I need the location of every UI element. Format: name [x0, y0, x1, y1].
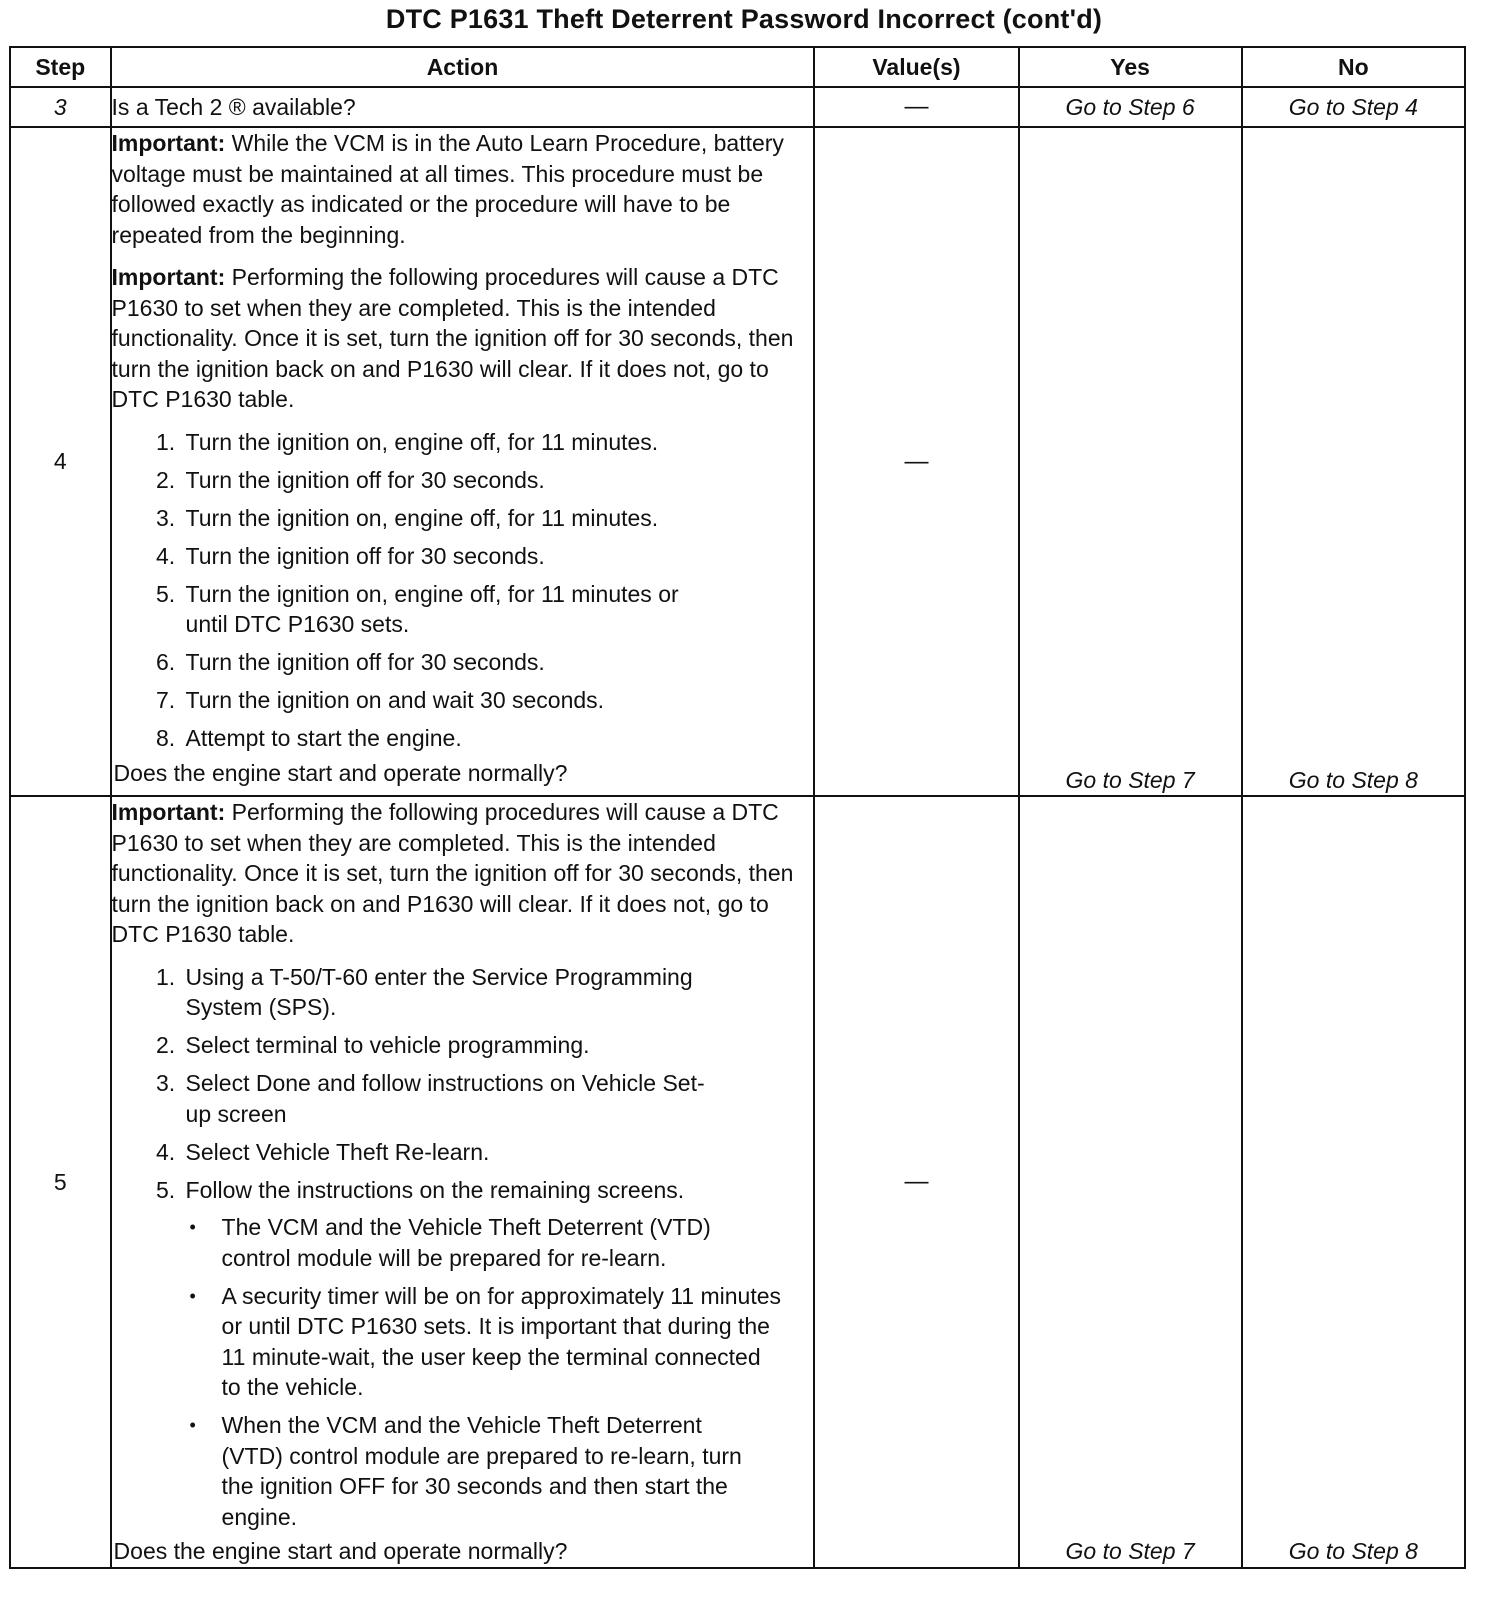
procedure-step [182, 1175, 814, 1533]
value-dash: — [904, 93, 929, 121]
note-text: Performing the following procedures will cause a DTC P1630 to set when they are completed. This is the intended functionality. Once it is set, turn the ignition off for 30 seconds, then turn the ignition back on and P1630 will clear. If it does not, go to DTC P1630 table. [111, 799, 794, 947]
table-row-step-5 [10, 796, 1465, 1568]
no-cell: Go to Step 8 [1242, 127, 1465, 796]
header-step: Step [10, 47, 111, 87]
value-cell [814, 87, 1018, 127]
note-label: Important: [111, 799, 226, 825]
important-note [112, 128, 814, 250]
procedure-step-text: Follow the instructions on the remaining screens. [185, 1176, 685, 1203]
important-note [112, 797, 814, 950]
procedure-step: 8. Attempt to start the engine. [182, 723, 814, 754]
yes-cell: Go to Step 6 [1019, 87, 1242, 127]
header-yes: Yes [1019, 47, 1242, 87]
value-dash: — [904, 1168, 929, 1195]
procedure-step: 5. Turn the ignition on, engine off, for 11 minutes or until DTC P1630 sets. [182, 579, 726, 640]
table-row-step-3 [10, 87, 1465, 127]
header-action: Action [111, 47, 815, 87]
procedure-step: 3. Turn the ignition on, engine off, for 11 minutes. [182, 503, 814, 534]
question-text: Does the engine start and operate normally? [113, 1538, 568, 1564]
procedure-step: 6. Turn the ignition off for 30 seconds. [182, 647, 814, 678]
procedure-step: 1. Turn the ignition on, engine off, for 11 minutes. [182, 427, 814, 458]
procedure-step: 1. Using a T-50/T-60 enter the Service Programming System (SPS). [182, 962, 766, 1023]
procedure-step: 4. Select Vehicle Theft Re-learn. [182, 1137, 814, 1168]
header-values: Value(s) [814, 47, 1018, 87]
procedure-step: 3. Select Done and follow instructions on Vehicle Set-up screen [182, 1068, 726, 1129]
step-number: 4 [10, 127, 111, 796]
no-cell: Go to Step 8 [1242, 796, 1465, 1568]
procedure-list [112, 962, 814, 1533]
page-title: DTC P1631 Theft Deterrent Password Incorrect (cont'd) [385, 4, 1103, 34]
important-note [112, 262, 814, 415]
note-label: Important: [111, 264, 226, 290]
value-cell [814, 796, 1018, 1568]
diagnostic-table [9, 46, 1466, 1569]
procedure-step: 4. Turn the ignition off for 30 seconds. [182, 541, 814, 572]
header-row [10, 47, 1465, 87]
procedure-step: 2. Select terminal to vehicle programming. [182, 1030, 814, 1061]
action-cell [111, 127, 815, 796]
note-text: While the VCM is in the Auto Learn Procedure, battery voltage must be maintained at all times. This procedure must be followed exactly as indicated or the procedure will have to be repeated from the beginning. [111, 130, 784, 248]
bullet-list [186, 1212, 814, 1532]
bullet-item: • A security timer will be on for approximately 11 minutes or until DTC P1630 sets. It is important that during the 11 minute-wait, the user keep the terminal connected to the vehicle. [218, 1281, 782, 1403]
table-row-step-4 [10, 127, 1465, 796]
yes-cell: Go to Step 7 [1019, 796, 1242, 1568]
question-text: Does the engine start and operate normally? [113, 759, 568, 786]
procedure-list [112, 427, 814, 754]
procedure-step: 7. Turn the ignition on and wait 30 seconds. [182, 685, 814, 716]
procedure-step: 2. Turn the ignition off for 30 seconds. [182, 465, 814, 496]
header-no: No [1242, 47, 1465, 87]
action-text: Is a Tech 2 ® available? [111, 87, 815, 127]
note-label: Important: [111, 130, 226, 156]
bullet-item: • When the VCM and the Vehicle Theft Deterrent (VTD) control module are prepared to re-learn, turn the ignition OFF for 30 seconds and then start the engine. [218, 1410, 762, 1532]
no-cell: Go to Step 4 [1242, 87, 1465, 127]
bullet-item: • The VCM and the Vehicle Theft Deterrent (VTD) control module will be prepared for re-learn. [218, 1212, 782, 1273]
value-dash: — [904, 447, 929, 475]
step-number: 3 [10, 87, 111, 127]
step-number: 5 [10, 796, 111, 1568]
value-cell [814, 127, 1018, 796]
action-cell [111, 796, 815, 1568]
yes-cell: Go to Step 7 [1019, 127, 1242, 796]
note-text: Performing the following procedures will cause a DTC P1630 to set when they are completed. This is the intended functionality. Once it is set, turn the ignition off for 30 seconds, then turn the ignition back on and P1630 will clear. If it does not, go to DTC P1630 table. [111, 264, 794, 412]
